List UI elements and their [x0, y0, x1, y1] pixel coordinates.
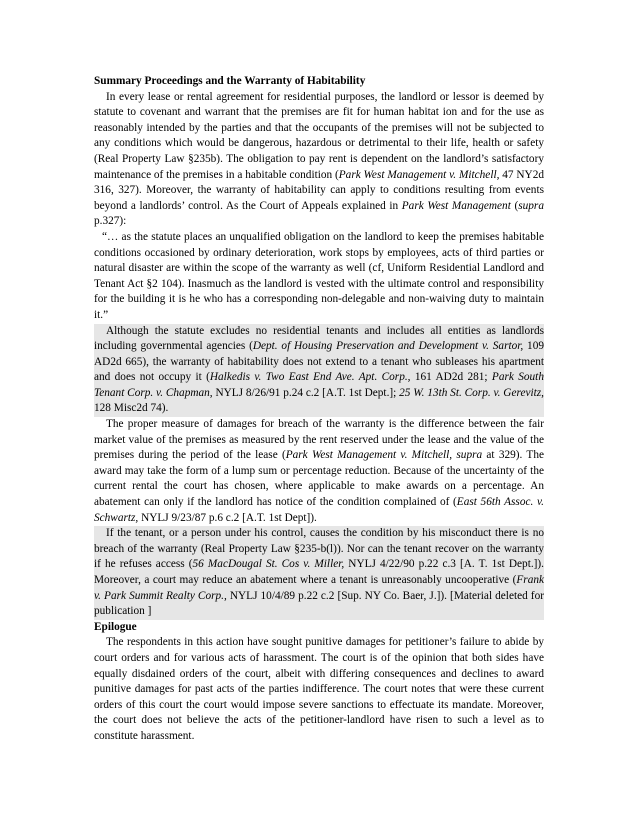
text-run: NYLJ 9/23/87 p.6 c.2 [A.T. 1st Dept]). — [138, 511, 317, 524]
document-body — [94, 74, 544, 745]
paragraph-warranty-intro — [94, 90, 544, 230]
case-citation: Park South Tenant Corp. v. Chapman, — [94, 371, 544, 399]
case-citation: East 56th Assoc. v. Schwartz, — [94, 496, 544, 524]
section-heading: Summary Proceedings and the Warranty of Habitability — [94, 75, 366, 87]
text-run: NYLJ 4/22/90 p.22 c.3 [A. T. 1st Dept.]). Moreover, a court may reduce an abatement where a tenant is unreasonably uncooperative ( — [94, 558, 545, 586]
case-citation: Park West Management — [401, 199, 511, 212]
paragraph-court-quote: “… as the statute places an unqualified obligation on the landlord to keep the premises habitable conditions occasioned by ordinary deterioration, work stops by employees, acts of third parties or natural disaster are within the scope of the warranty as well (cf, Uniform Residential Landlord and Tenant Act §2 104). Inasmuch as the landlord is vested with the ultimate control and responsibility for the building it is he who has a corresponding non-delegable and non-waiving duty to maintain it.” — [94, 230, 544, 321]
case-citation: Frank v. Park Summit Realty Corp., — [94, 574, 544, 602]
case-citation: supra — [518, 199, 544, 212]
text-run: In every lease or rental agreement for residential purposes, the landlord or lessor is deemed by statute to covenant and warrant that the premises are fit for human habitat ion and for the use as reasonably intended by the parties and that the occupants of the premises will not be subjected to any conditions which would be dangerous, hazardous or detrimental to their life, health or safety (Real Property Law §235b). The obligation to pay rent is dependent on the landlord’s satisfactory maintenance of the premises in a habitable condition ( — [94, 90, 544, 181]
text-run: The proper measure of damages for breach of the warranty is the difference between the fair market value of the premises as measured by the rent reserved under the lease and the value of the premises during the period of the lease ( — [94, 418, 544, 462]
case-citation: Park West Management v. Mitchell, — [338, 168, 500, 181]
paragraph-epilogue: The respondents in this action have sought punitive damages for petitioner’s failure to abide by court orders and for various acts of harassment. The court is of the opinion that both sides have equally disdained orders of the court, albeit with differing consequences and declines to award punitive damages for past acts of the parties indifference. The court notes that were these current orders of this court the court would impose severe sanctions to effectuate its mandate. Moreover, the court does not believe the acts of the petitioner-landlord have risen to such a level as to constitute harassment. — [94, 636, 544, 742]
case-citation: 56 MacDougal St. Cos v. Miller, — [192, 558, 345, 571]
paragraph-tenant-misconduct — [94, 526, 544, 620]
text-run: 161 AD2d 281; — [410, 371, 492, 384]
text-run: ( — [510, 199, 519, 212]
text-run: NYLJ 8/26/91 p.24 c.2 [A.T. 1st Dept.]; — [212, 386, 400, 399]
paragraph-subtenant-exclusion — [94, 324, 544, 418]
paragraph-measure-of-damages — [94, 417, 544, 526]
text-run: p.327): — [94, 215, 127, 228]
case-citation: Park West Management v. Mitchell, supra — [285, 449, 483, 462]
text-run: Although the statute excludes no residential tenants and includes all entities as landlords including governmental agencies ( — [94, 324, 544, 353]
case-citation: Halkedis v. Two East End Ave. Apt. Corp., — [209, 371, 411, 384]
text-run: 47 NY2d 316, 327). Moreover, the warranty of habitability can apply to conditions resulting from events beyond a landlords’ control. As the Court of Appeals explained in — [94, 168, 545, 212]
text-run: 128 Misc2d 74). — [94, 402, 169, 415]
text-run: NYLJ 10/4/89 p.22 c.2 [Sup. NY Co. Baer, J.]). [Material deleted for publication ] — [94, 589, 544, 618]
case-citation: 25 W. 13th St. Corp. v. Gerevitz, — [399, 386, 544, 399]
epilogue-heading: Epilogue — [94, 620, 137, 633]
text-run: at 329). The award may take the form of a lump sum or percentage reduction. Because of the uncertainty of the current rental the court has chosen, where applicable to make awards on a percentage. An abatement can only if the landlord has notice of the condition complained of ( — [94, 449, 544, 509]
case-citation: Dept. of Housing Preservation and Development v. Sartor, — [252, 340, 524, 353]
text-run: 109 AD2d 665), the warranty of habitability does not extend to a tenant who subleases his apartment and does not occupy it ( — [94, 340, 544, 384]
text-run: If the tenant, or a person under his control, causes the condition by his misconduct there is no breach of the warranty (Real Property Law §235-b(l)). Nor can the tenant recover on the warranty if he refuses access ( — [94, 527, 544, 571]
